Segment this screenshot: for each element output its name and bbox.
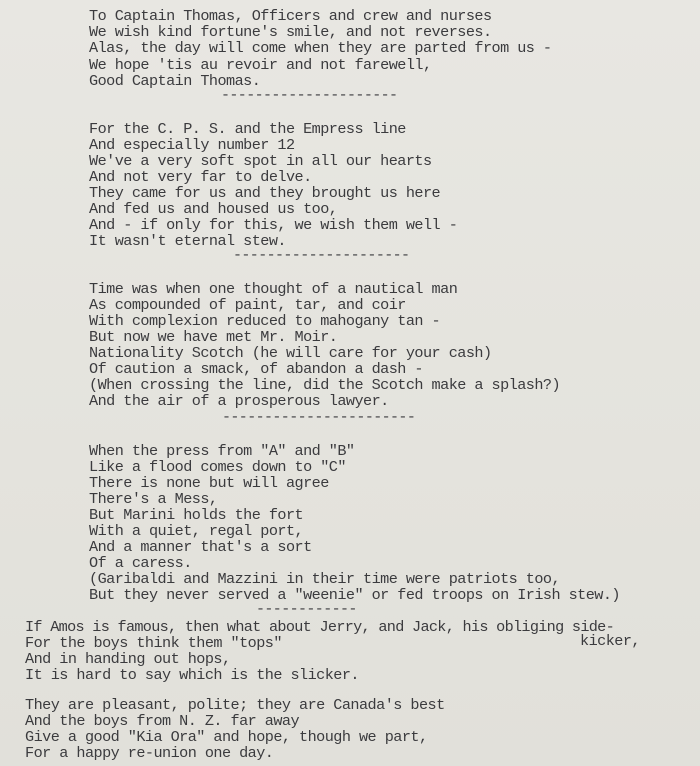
stanza5-line2: For the boys think them "tops" [25,634,282,652]
stanza6-line3: Give a good "Kia Ora" and hope, though we part, [25,728,428,746]
stanza1-line4: We hope 'tis au revoir and not farewell, [89,56,432,74]
stanza4-line10: But they never served a "weenie" or fed troops on Irish stew.) [89,586,620,604]
stanza5-line3: And in handing out hops, [25,650,231,668]
stanza1-line3: Alas, the day will come when they are parted from us - [89,39,552,57]
stanza6-line4: For a happy re-union one day. [25,744,274,762]
stanza4-line2: Like a flood comes down to "C" [89,458,346,476]
separator-rule-1: --------------------- [221,87,398,104]
stanza5-line1: If Amos is famous, then what about Jerry, and Jack, his obliging side- [25,618,614,636]
stanza3-line8: And the air of a prosperous lawyer. [89,392,389,410]
stanza2-line1: For the C. P. S. and the Empress line [89,120,406,138]
stanza2-line5: They came for us and they brought us here [89,184,441,202]
stanza4-line3: There is none but will agree [89,474,329,492]
stanza4-line1: When the press from "A" and "B" [89,442,355,460]
stanza4-line4: There's a Mess, [89,490,218,508]
stanza3-line6: Of caution a smack, of abandon a dash - [89,360,423,378]
stanza4-line9: (Garibaldi and Mazzini in their time were patriots too, [89,570,561,588]
stanza5-hanging-word: kicker, [580,632,640,650]
stanza4-line6: With a quiet, regal port, [89,522,304,540]
stanza2-line3: We've a very soft spot in all our hearts [89,152,432,170]
stanza3-line5: Nationality Scotch (he will care for your cash) [89,344,492,362]
stanza2-line2: And especially number 12 [89,136,295,154]
stanza3-line7: (When crossing the line, did the Scotch make a splash?) [89,376,561,394]
separator-rule-2: --------------------- [233,247,410,264]
stanza6-line1: They are pleasant, polite; they are Canada's best [25,696,445,714]
stanza2-line7: And - if only for this, we wish them well - [89,216,458,234]
stanza1-line2: We wish kind fortune's smile, and not reverses. [89,23,492,41]
stanza6-line2: And the boys from N. Z. far away [25,712,300,730]
stanza4-line7: And a manner that's a sort [89,538,312,556]
stanza4-line8: Of a caress. [89,554,192,572]
stanza1-line5: Good Captain Thomas. [89,72,261,90]
stanza2-line8: It wasn't eternal stew. [89,232,286,250]
stanza2-line6: And fed us and housed us too, [89,200,338,218]
separator-rule-3: ----------------------- [222,409,416,426]
stanza3-line1: Time was when one thought of a nautical man [89,280,458,298]
stanza2-line4: And not very far to delve. [89,168,312,186]
stanza4-line5: But Marini holds the fort [89,506,304,524]
stanza3-line4: But now we have met Mr. Moir. [89,328,338,346]
separator-rule-4: ------------ [256,601,357,618]
stanza3-line3: With complexion reduced to mahogany tan - [89,312,441,330]
stanza1-line1: To Captain Thomas, Officers and crew and nurses [89,7,492,25]
stanza5-line4: It is hard to say which is the slicker. [25,666,359,684]
stanza3-line2: As compounded of paint, tar, and coir [89,296,406,314]
